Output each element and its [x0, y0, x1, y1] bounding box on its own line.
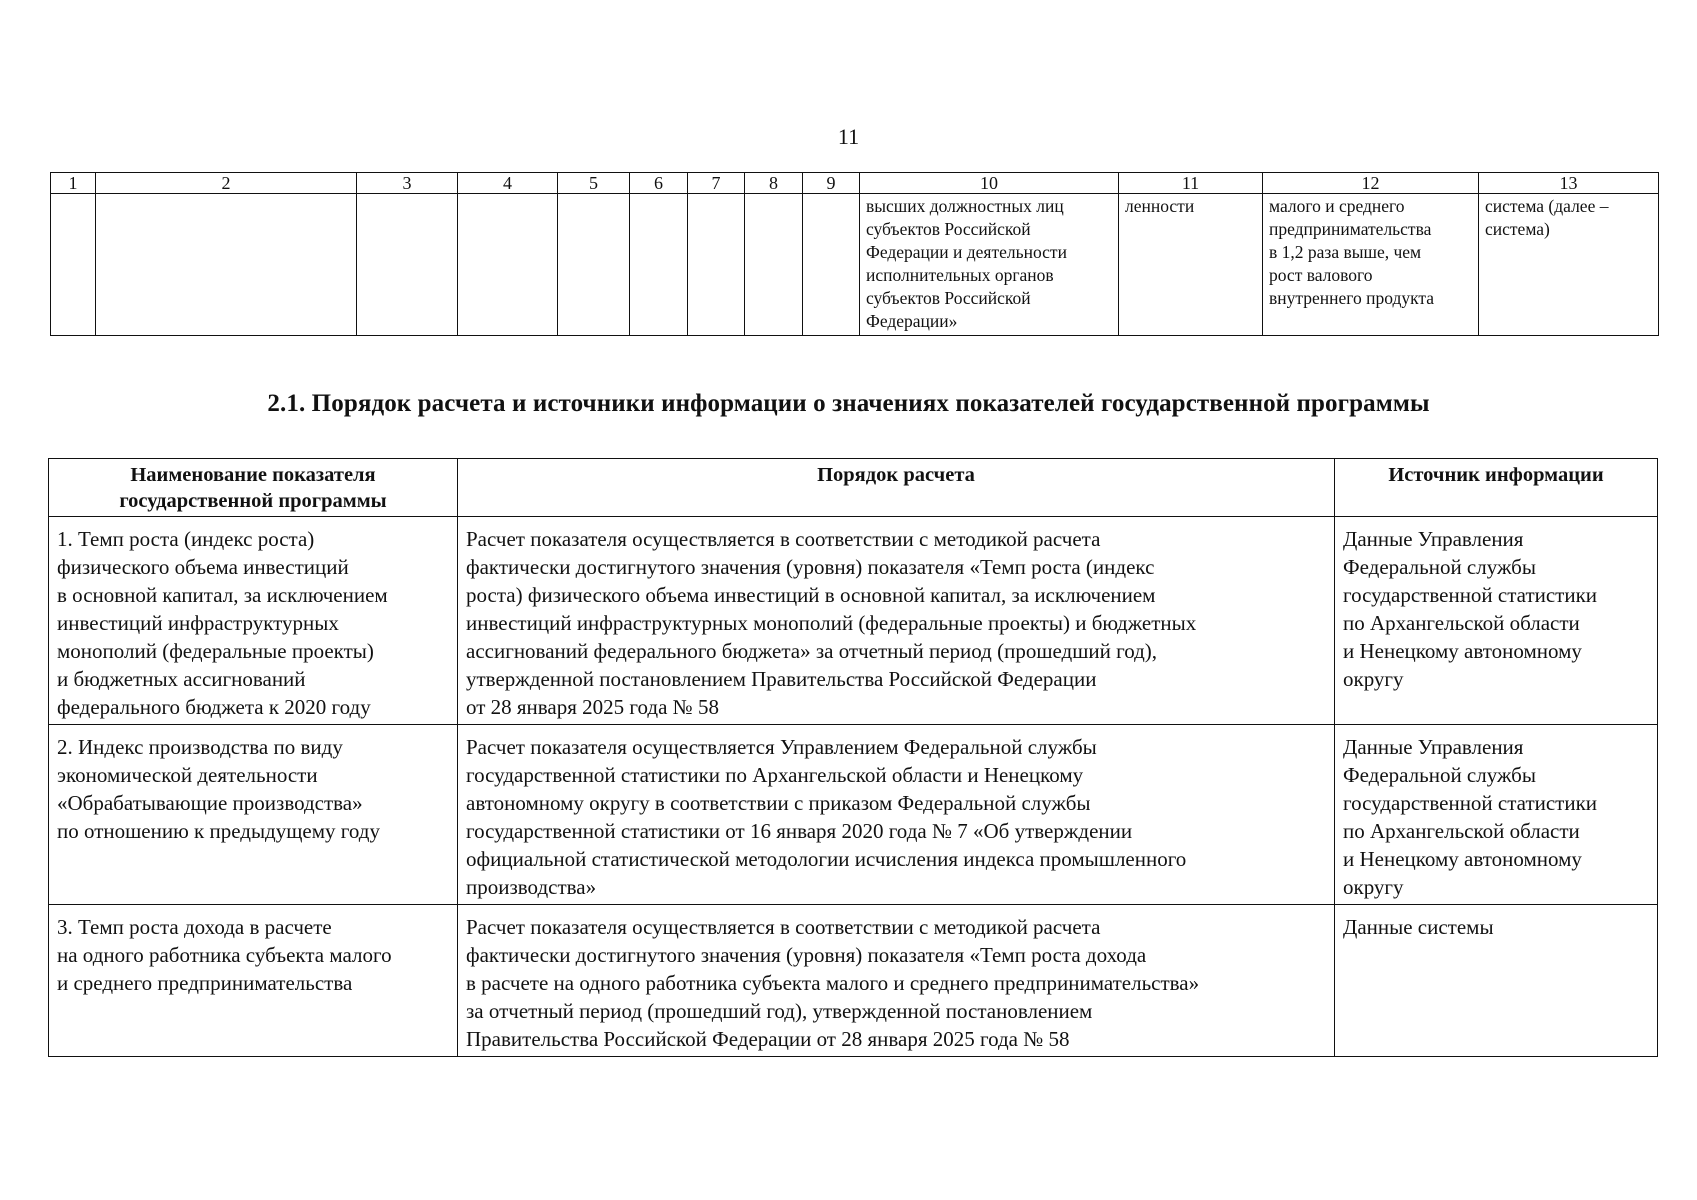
column-number: 10	[860, 173, 1119, 194]
empty-cell	[96, 194, 357, 336]
column-number: 2	[96, 173, 357, 194]
cell-text-line: на одного работника субъекта малого	[57, 943, 392, 967]
page-number: 11	[837, 124, 860, 149]
cell-col10	[860, 194, 1119, 336]
cell-text-line: роста) физического объема инвестиций в основной капитал, за исключением	[466, 583, 1156, 607]
header-information-source	[1335, 459, 1658, 517]
header-indicator-name	[49, 459, 458, 517]
cell-text-line: и Ненецкому автономному	[1343, 847, 1582, 871]
cell-text-line: Федерации»	[866, 311, 958, 331]
continuation-header-row	[51, 173, 1659, 194]
indicator-name-cell	[49, 725, 458, 905]
cell-text-line: утвержденной постановлением Правительства Российской Федерации	[466, 667, 1097, 691]
cell-text-line: государственной статистики по Архангельской области и Ненецкому	[466, 763, 1084, 787]
cell-text-line: и Ненецкому автономному	[1343, 639, 1582, 663]
continuation-data-row	[51, 194, 1659, 336]
cell-text-line: государственной статистики	[1343, 791, 1598, 815]
column-number: 4	[458, 173, 558, 194]
cell-text-line: за отчетный период (прошедший год), утвержденной постановлением	[466, 999, 1093, 1023]
empty-cell	[745, 194, 803, 336]
empty-cell	[458, 194, 558, 336]
cell-text-line: в основной капитал, за исключением	[57, 583, 388, 607]
cell-text-line: Наименование показателя	[130, 464, 376, 486]
empty-cell	[688, 194, 745, 336]
indicator-name-cell	[49, 905, 458, 1057]
cell-text-line: высших должностных лиц	[866, 196, 1064, 216]
cell-col12	[1263, 194, 1479, 336]
empty-cell	[558, 194, 630, 336]
column-number: 6	[630, 173, 688, 194]
cell-text-line: Данные Управления	[1343, 735, 1524, 759]
cell-text-line: автономному округу в соответствии с приказом Федеральной службы	[466, 791, 1091, 815]
cell-text-line: в 1,2 раза выше, чем	[1269, 242, 1422, 262]
cell-text-line: округу	[1343, 667, 1404, 691]
cell-text-line: Данные Управления	[1343, 527, 1524, 551]
continuation-table	[50, 172, 1659, 336]
column-number: 7	[688, 173, 745, 194]
cell-text-line: Расчет показателя осуществляется в соответствии с методикой расчета	[466, 527, 1101, 551]
column-number: 8	[745, 173, 803, 194]
column-number: 1	[51, 173, 96, 194]
cell-text-line: по отношению к предыдущему году	[57, 819, 380, 843]
cell-text-line: фактически достигнутого значения (уровня) показателя «Темп роста дохода	[466, 943, 1147, 967]
cell-text-line: исполнительных органов	[866, 265, 1054, 285]
calculation-method-cell	[458, 517, 1335, 725]
indicators-header-row	[49, 459, 1658, 517]
column-number: 5	[558, 173, 630, 194]
empty-cell	[51, 194, 96, 336]
cell-text-line: государственной статистики	[1343, 583, 1598, 607]
cell-text-line: фактически достигнутого значения (уровня) показателя «Темп роста (индекс	[466, 555, 1155, 579]
cell-text-line: инвестиций инфраструктурных	[57, 611, 339, 635]
cell-text-line: Правительства Российской Федерации от 28 января 2025 года № 58	[466, 1027, 1070, 1051]
indicators-table	[48, 458, 1658, 1057]
cell-text-line: система)	[1485, 219, 1550, 239]
cell-text-line: округу	[1343, 875, 1404, 899]
cell-text-line: от 28 января 2025 года № 58	[466, 695, 719, 719]
cell-text-line: внутреннего продукта	[1269, 288, 1435, 308]
cell-text-line: Данные системы	[1343, 915, 1494, 939]
table-row	[49, 517, 1658, 725]
cell-text-line: официальной статистической методологии исчисления индекса промышленного	[466, 847, 1187, 871]
cell-text-line: рост валового	[1269, 265, 1373, 285]
column-number: 3	[357, 173, 458, 194]
cell-text-line: субъектов Российской	[866, 288, 1031, 308]
table-row	[49, 905, 1658, 1057]
cell-text-line: Источник информации	[1388, 464, 1604, 486]
cell-text-line: государственной статистики от 16 января 2020 года № 7 «Об утверждении	[466, 819, 1133, 843]
cell-text-line: «Обрабатывающие производства»	[57, 791, 363, 815]
cell-text-line: ленности	[1125, 196, 1195, 216]
column-number: 12	[1263, 173, 1479, 194]
empty-cell	[630, 194, 688, 336]
cell-text-line: ассигнований федерального бюджета» за отчетный период (прошедший год),	[466, 639, 1158, 663]
cell-text-line: физического объема инвестиций	[57, 555, 349, 579]
cell-text-line: по Архангельской области	[1343, 819, 1580, 843]
indicator-name-cell	[49, 517, 458, 725]
header-calculation-method	[458, 459, 1335, 517]
cell-text-line: экономической деятельности	[57, 763, 318, 787]
cell-text-line: система (далее –	[1485, 196, 1609, 216]
cell-text-line: инвестиций инфраструктурных монополий (федеральные проекты) и бюджетных	[466, 611, 1197, 635]
information-source-cell	[1335, 725, 1658, 905]
cell-text-line: 1. Темп роста (индекс роста)	[57, 527, 315, 551]
calculation-method-cell	[458, 905, 1335, 1057]
table-row	[49, 725, 1658, 905]
cell-text-line: Расчет показателя осуществляется Управлением Федеральной службы	[466, 735, 1097, 759]
cell-text-line: субъектов Российской	[866, 219, 1031, 239]
calculation-method-cell	[458, 725, 1335, 905]
cell-text-line: федерального бюджета к 2020 году	[57, 695, 371, 719]
cell-text-line: Федеральной службы	[1343, 763, 1536, 787]
column-number: 13	[1479, 173, 1659, 194]
cell-text-line: 3. Темп роста дохода в расчете	[57, 915, 332, 939]
cell-text-line: предпринимательства	[1269, 219, 1432, 239]
section-title: 2.1. Порядок расчета и источники информации о значениях показателей государственной программы	[267, 390, 1430, 417]
cell-text-line: Федеральной службы	[1343, 555, 1536, 579]
cell-text-line: по Архангельской области	[1343, 611, 1580, 635]
cell-text-line: Федерации и деятельности	[866, 242, 1067, 262]
column-number: 9	[803, 173, 860, 194]
cell-text-line: и среднего предпринимательства	[57, 971, 353, 995]
empty-cell	[357, 194, 458, 336]
information-source-cell	[1335, 905, 1658, 1057]
cell-text-line: малого и среднего	[1269, 196, 1405, 216]
cell-text-line: и бюджетных ассигнований	[57, 667, 306, 691]
cell-text-line: производства»	[466, 875, 597, 899]
empty-cell	[803, 194, 860, 336]
cell-text-line: 2. Индекс производства по виду	[57, 735, 343, 759]
cell-col11	[1119, 194, 1263, 336]
cell-text-line: монополий (федеральные проекты)	[57, 639, 374, 663]
cell-text-line: государственной программы	[119, 490, 387, 512]
cell-text-line: в расчете на одного работника субъекта малого и среднего предпринимательства»	[466, 971, 1200, 995]
cell-text-line: Расчет показателя осуществляется в соответствии с методикой расчета	[466, 915, 1101, 939]
column-number: 11	[1119, 173, 1263, 194]
information-source-cell	[1335, 517, 1658, 725]
cell-col13	[1479, 194, 1659, 336]
cell-text-line: Порядок расчета	[817, 464, 975, 486]
